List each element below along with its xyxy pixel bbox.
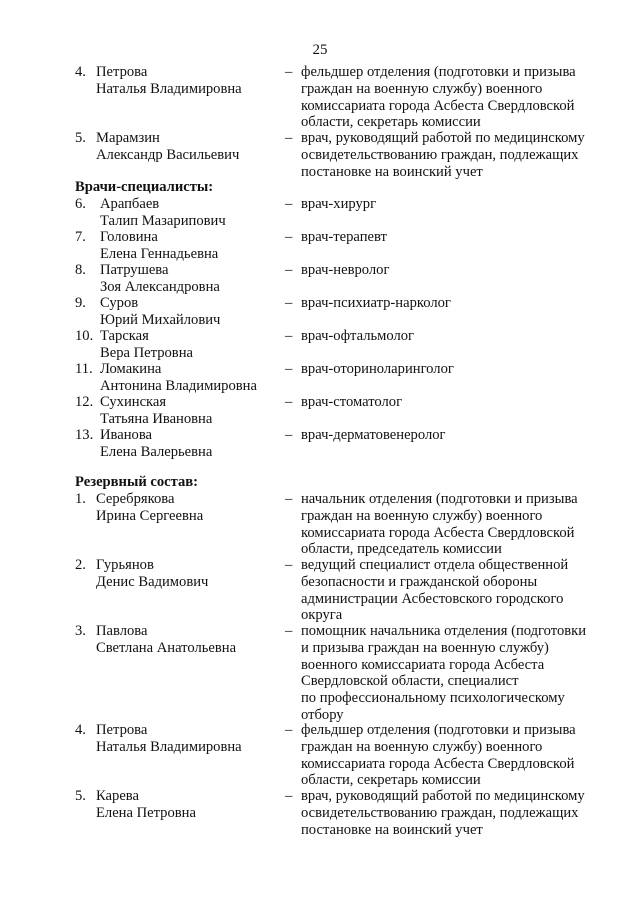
name-line: Антонина Владимировна xyxy=(100,377,257,394)
member-name xyxy=(100,295,220,329)
name-line: Марамзин xyxy=(96,130,160,146)
role-line: комиссариата города Асбеста Свердловской xyxy=(301,524,575,541)
name-line: Наталья Владимировна xyxy=(96,738,242,755)
role-line: округа xyxy=(301,607,343,624)
dash-separator: – xyxy=(285,427,293,443)
dash-separator: – xyxy=(285,557,293,573)
role-line: области, секретарь комиссии xyxy=(301,772,481,789)
role-line: врач, руководящий работой по медицинскому xyxy=(301,130,585,146)
member-name xyxy=(96,623,236,657)
member-name xyxy=(100,229,218,263)
role-line: фельдшер отделения (подготовки и призыва xyxy=(301,64,576,80)
member-name xyxy=(100,328,193,362)
dash-separator: – xyxy=(285,295,293,311)
member-number: 11. xyxy=(75,361,93,377)
dash-separator: – xyxy=(285,361,293,377)
member-number: 9. xyxy=(75,295,86,311)
role-line: граждан на военную службу) военного xyxy=(301,738,543,755)
role-line: области, секретарь комиссии xyxy=(301,114,481,131)
member-role xyxy=(301,196,631,213)
member-role xyxy=(301,491,631,558)
role-line: постановке на воинский учет xyxy=(301,163,483,180)
role-line: начальник отделения (подготовки и призыва xyxy=(301,491,578,507)
role-line: врач-офтальмолог xyxy=(301,328,415,344)
name-line: Талип Мазарипович xyxy=(100,212,226,229)
page-number: 25 xyxy=(312,42,328,58)
name-line: Патрушева xyxy=(100,262,169,278)
role-line: и призыва граждан на военную службу) xyxy=(301,639,549,656)
name-line: Елена Геннадьевна xyxy=(100,245,219,262)
dash-separator: – xyxy=(285,722,293,738)
member-name xyxy=(96,130,239,164)
name-line: Головина xyxy=(100,229,158,245)
name-line: Александр Васильевич xyxy=(96,146,240,163)
role-line: освидетельствованию граждан, подлежащих xyxy=(301,804,579,821)
name-line: Зоя Александровна xyxy=(100,278,220,295)
role-line: врач-невролог xyxy=(301,262,390,278)
member-number: 7. xyxy=(75,229,86,245)
member-number: 12. xyxy=(75,394,94,410)
name-line: Павлова xyxy=(96,623,148,639)
member-name xyxy=(96,64,242,98)
role-line: фельдшер отделения (подготовки и призыва xyxy=(301,722,576,738)
dash-separator: – xyxy=(285,491,293,507)
member-number: 2. xyxy=(75,557,86,573)
name-line: Петрова xyxy=(96,64,148,80)
name-line: Елена Валерьевна xyxy=(100,443,213,460)
member-name xyxy=(96,722,242,756)
dash-separator: – xyxy=(285,262,293,278)
name-line: Сухинская xyxy=(100,394,167,410)
name-line: Светлана Анатольевна xyxy=(96,639,237,656)
name-line: Денис Вадимович xyxy=(96,573,209,590)
role-line: врач-хирург xyxy=(301,196,377,212)
role-line: администрации Асбестовского городского xyxy=(301,590,564,607)
section-heading-specialists: Врачи-специалисты: xyxy=(75,179,214,195)
member-role xyxy=(301,229,631,246)
member-number: 13. xyxy=(75,427,94,443)
member-role xyxy=(301,130,631,180)
name-line: Суров xyxy=(100,295,139,311)
member-name xyxy=(100,394,212,428)
name-line: Ирина Сергеевна xyxy=(96,507,204,524)
role-line: врач-терапевт xyxy=(301,229,387,245)
role-line: военного комиссариата города Асбеста xyxy=(301,656,545,673)
member-role xyxy=(301,394,631,411)
member-number: 5. xyxy=(75,788,86,804)
role-line: освидетельствованию граждан, подлежащих xyxy=(301,146,579,163)
member-number: 5. xyxy=(75,130,86,146)
member-role xyxy=(301,262,631,279)
dash-separator: – xyxy=(285,788,293,804)
dash-separator: – xyxy=(285,623,293,639)
member-name xyxy=(96,788,196,822)
name-line: Иванова xyxy=(100,427,152,443)
role-line: врач-оториноларинголог xyxy=(301,361,454,377)
name-line: Юрий Михайлович xyxy=(100,311,221,328)
member-number: 6. xyxy=(75,196,86,212)
member-role xyxy=(301,64,631,131)
member-role xyxy=(301,361,631,378)
role-line: отбору xyxy=(301,706,344,723)
name-line: Елена Петровна xyxy=(96,804,196,821)
member-number: 4. xyxy=(75,722,86,738)
name-line: Карева xyxy=(96,788,139,804)
role-line: области, председатель комиссии xyxy=(301,541,502,558)
member-role xyxy=(301,788,631,838)
member-name xyxy=(100,196,226,230)
member-number: 3. xyxy=(75,623,86,639)
member-role xyxy=(301,295,631,312)
member-role xyxy=(301,722,631,789)
member-name xyxy=(96,557,208,591)
name-line: Арапбаев xyxy=(100,196,160,212)
role-line: врач-психиатр-нарколог xyxy=(301,295,451,311)
section-heading-reserve: Резервный состав: xyxy=(75,474,199,490)
member-role xyxy=(301,557,631,624)
role-line: комиссариата города Асбеста Свердловской xyxy=(301,97,575,114)
member-name xyxy=(100,427,212,461)
role-line: врач-стоматолог xyxy=(301,394,403,410)
name-line: Татьяна Ивановна xyxy=(100,410,213,427)
role-line: помощник начальника отделения (подготовки xyxy=(301,623,587,639)
member-role xyxy=(301,623,631,724)
role-line: врач, руководящий работой по медицинскому xyxy=(301,788,585,804)
member-role xyxy=(301,328,631,345)
dash-separator: – xyxy=(285,328,293,344)
name-line: Гурьянов xyxy=(96,557,154,573)
member-name xyxy=(96,491,203,525)
name-line: Вера Петровна xyxy=(100,344,193,361)
role-line: ведущий специалист отдела общественной xyxy=(301,557,569,573)
member-number: 8. xyxy=(75,262,86,278)
role-line: граждан на военную службу) военного xyxy=(301,507,543,524)
member-number: 10. xyxy=(75,328,94,344)
name-line: Петрова xyxy=(96,722,148,738)
role-line: комиссариата города Асбеста Свердловской xyxy=(301,755,575,772)
dash-separator: – xyxy=(285,130,293,146)
role-line: Свердловской области, специалист xyxy=(301,673,519,690)
name-line: Наталья Владимировна xyxy=(96,80,242,97)
dash-separator: – xyxy=(285,64,293,80)
member-name xyxy=(100,262,220,296)
role-line: по профессиональному психологическому xyxy=(301,690,565,707)
name-line: Тарская xyxy=(100,328,149,344)
role-line: граждан на военную службу) военного xyxy=(301,80,543,97)
dash-separator: – xyxy=(285,196,293,212)
role-line: постановке на воинский учет xyxy=(301,821,483,838)
role-line: безопасности и гражданской обороны xyxy=(301,573,538,590)
member-number: 1. xyxy=(75,491,86,507)
name-line: Серебрякова xyxy=(96,491,175,507)
dash-separator: – xyxy=(285,229,293,245)
member-name xyxy=(100,361,257,395)
dash-separator: – xyxy=(285,394,293,410)
role-line: врач-дерматовенеролог xyxy=(301,427,446,443)
name-line: Ломакина xyxy=(100,361,162,377)
member-role xyxy=(301,427,631,444)
member-number: 4. xyxy=(75,64,86,80)
